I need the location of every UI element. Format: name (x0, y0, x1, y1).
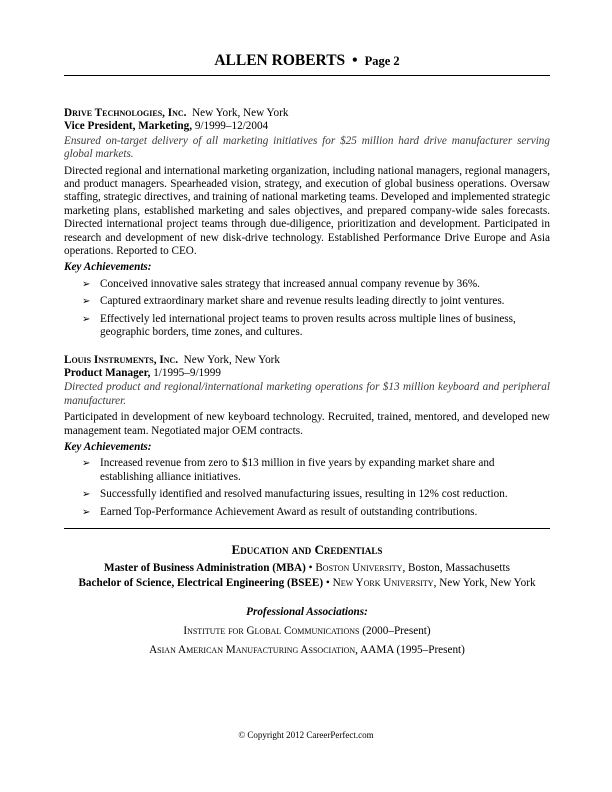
achievement-item: ➢ Captured extraordinary market share and revenue results leading directly to joint ventures. (82, 295, 505, 308)
school-name: Boston University (315, 561, 403, 574)
employer-line (64, 107, 550, 120)
achievements-label: Key Achievements: (64, 261, 152, 274)
school-location: New York, New York (439, 576, 536, 589)
school-location: Boston, Massachusetts (408, 561, 510, 574)
association-line (64, 643, 550, 658)
page-number: Page 2 (364, 54, 400, 68)
association-name: Institute for Global Communications (183, 624, 360, 637)
association-line (64, 624, 550, 639)
degree-name: Master of Business Administration (MBA) (104, 561, 306, 574)
job-title-line (64, 120, 550, 133)
arrow-bullet-icon: ➢ (82, 296, 91, 308)
school-name: New York University (332, 576, 434, 589)
degree-name: Bachelor of Science, Electrical Engineering (BSEE) (78, 576, 324, 589)
header-divider (64, 75, 550, 76)
job-dates: 9/1999–12/2004 (194, 120, 269, 133)
achievements-list (64, 278, 550, 340)
achievement-item: ➢ Increased revenue from zero to $13 million in five years by expanding market share and establishing alliance initiatives. (82, 457, 495, 483)
company-location: New York, New York (183, 353, 280, 366)
achievement-item: ➢ Successfully identified and resolved manufacturing issues, resulting in 12% cost reduction. (82, 488, 508, 501)
page-header (64, 52, 550, 70)
achievements-label: Key Achievements: (64, 440, 152, 453)
company-name: Drive Technologies, Inc. (64, 107, 187, 119)
arrow-bullet-icon: ➢ (82, 278, 91, 290)
arrow-bullet-icon: ➢ (82, 489, 91, 501)
degree-line: Bachelor of Science, Electrical Engineering (BSEE) • New York University, New York, New York (78, 576, 536, 589)
associations-heading: Professional Associations: (246, 605, 368, 618)
achievement-item: ➢ Earned Top-Performance Achievement Award as result of outstanding contributions. (82, 505, 478, 518)
job-title: Vice President, Marketing, (64, 120, 193, 133)
arrow-bullet-icon: ➢ (82, 313, 91, 325)
candidate-name: ALLEN ROBERTS (214, 52, 346, 69)
association-detail: (2000–Present) (362, 624, 431, 637)
copyright-footer: © Copyright 2012 CareerPerfect.com (238, 730, 374, 740)
degree-line: Master of Business Administration (MBA) • Boston University, Boston, Massachusetts (104, 561, 510, 574)
job-description: Directed regional and international marketing organization, including national managers, regional managers, and product managers. Spearheaded vision, strategy, and execution of global business operations. Oversaw staffing, strategic directives, and training of national marketing teams. Developed and implemented strategic marketing plans, established marketing and sales objectives, and prepared company-wide sales forecasts. Directed international project teams through due-diligence, prioritization and development. Participated in research and development of new disk-drive technology. Established Performance Drive Europe and Asia operations. Reported to CEO. (64, 164, 550, 258)
job-title: Product Manager, (64, 366, 151, 379)
association-name: Asian American Manufacturing Association, (149, 643, 358, 656)
job-summary: Ensured on-target delivery of all marketing initiatives for $25 million hard drive manufacturer serving global markets. (64, 134, 550, 161)
job-entry-2 (64, 354, 550, 519)
job-title-line (64, 367, 550, 380)
achievement-item: ➢ Conceived innovative sales strategy that increased annual company revenue by 36%. (82, 277, 480, 290)
education-heading: Education and Credentials (231, 541, 383, 557)
employer-line (64, 354, 550, 367)
arrow-bullet-icon: ➢ (82, 458, 91, 470)
header-separator: • (352, 52, 358, 69)
job-entry-1 (64, 107, 550, 340)
arrow-bullet-icon: ➢ (82, 506, 91, 518)
section-divider (64, 528, 550, 529)
achievement-item: ➢ Effectively led international project teams to proven results across multiple lines of business, geographic borders, time zones, and cultures. (82, 312, 516, 339)
job-description: Participated in development of new keyboard technology. Recruited, trained, mentored, and developed new management team. Negotiated major OEM contracts. (64, 411, 550, 437)
resume-page (64, 52, 550, 658)
job-summary: Directed product and regional/international marketing operations for $13 million keyboard and peripheral manufacturer. (64, 381, 550, 407)
job-dates: 1/1995–9/1999 (153, 366, 221, 379)
company-name: Louis Instruments, Inc. (64, 353, 179, 366)
company-location: New York, New York (192, 107, 289, 119)
association-detail: AAMA (1995–Present) (360, 643, 465, 656)
education-section (64, 542, 550, 658)
achievements-list (64, 457, 550, 519)
